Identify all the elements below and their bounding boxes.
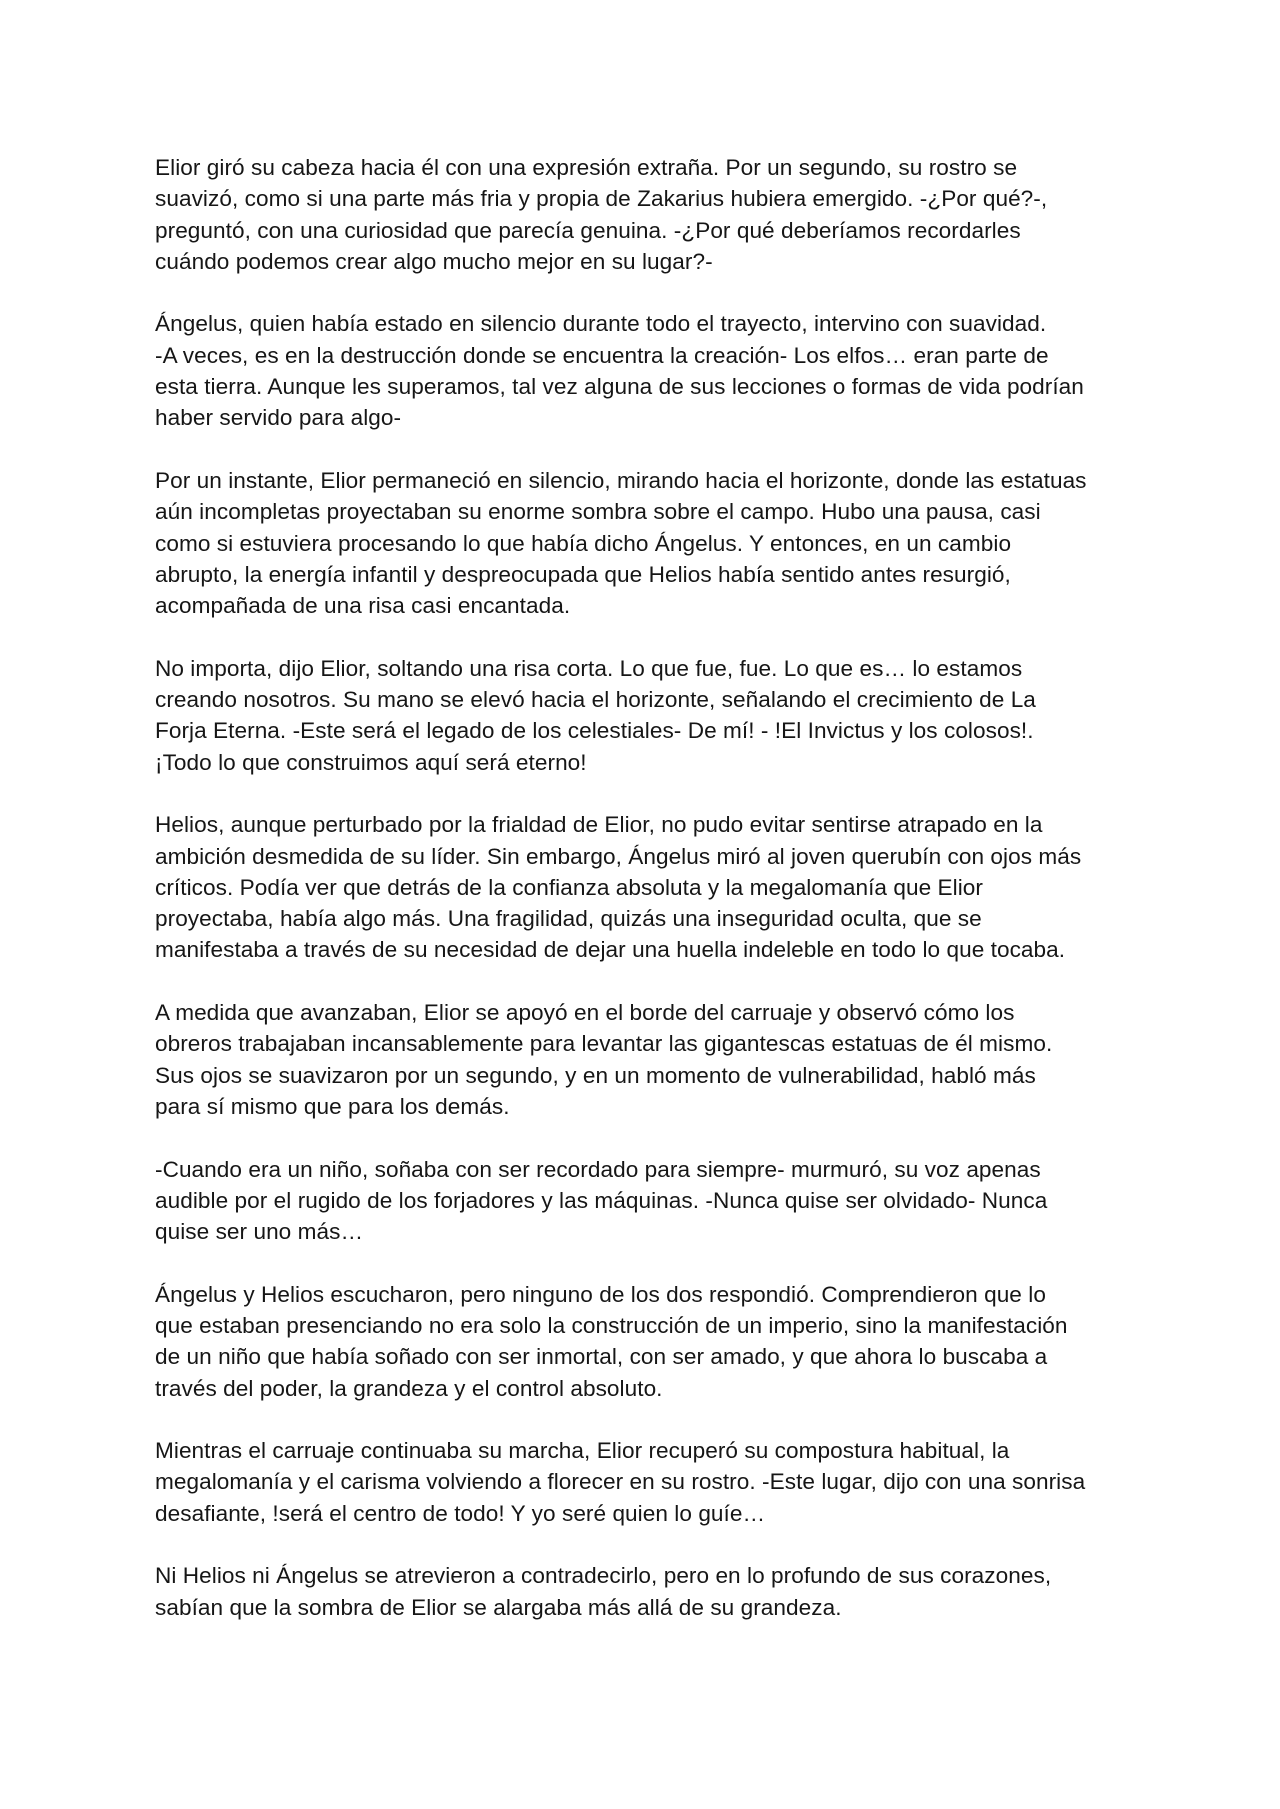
text-line: Forja Eterna. -Este será el legado de los celestiales- De mí! - !El Invictus y los colosos!. <box>155 718 1034 744</box>
text-line: desafiante, !será el centro de todo! Y yo seré quien lo guíe… <box>155 1500 766 1526</box>
paragraph <box>155 1279 1135 1404</box>
text-line: haber servido para algo- <box>155 405 402 431</box>
text-line: Mientras el carruaje continuaba su marcha, Elior recuperó su compostura habitual, la <box>155 1438 1010 1464</box>
text-line: obreros trabajaban incansablemente para levantar las gigantescas estatuas de él mismo. <box>155 1031 1053 1057</box>
text-line: Sus ojos se suavizaron por un segundo, y en un momento de vulnerabilidad, habló más <box>155 1062 1036 1088</box>
text-line: audible por el rugido de los forjadores y las máquinas. -Nunca quise ser olvidado- Nunca <box>155 1187 1048 1213</box>
paragraph <box>155 1435 1135 1529</box>
text-line: aún incompletas proyectaban su enorme sombra sobre el campo. Hubo una pausa, casi <box>155 499 1041 525</box>
text-line: megalomanía y el carisma volviendo a florecer en su rostro. -Este lugar, dijo con una sonrisa <box>155 1469 1086 1495</box>
text-line: manifestaba a través de su necesidad de dejar una huella indeleble en todo lo que tocaba. <box>155 937 1066 963</box>
text-line: Por un instante, Elior permaneció en silencio, mirando hacia el horizonte, donde las estatuas <box>155 467 1087 493</box>
paragraph <box>155 809 1135 965</box>
text-line: proyectaba, había algo más. Una fragilidad, quizás una inseguridad oculta, que se <box>155 906 982 932</box>
text-line: acompañada de una risa casi encantada. <box>155 593 571 619</box>
text-line: preguntó, con una curiosidad que parecía genuina. -¿Por qué deberíamos recordarles <box>155 217 1021 243</box>
paragraph <box>155 465 1135 621</box>
text-line: A medida que avanzaban, Elior se apoyó en el borde del carruaje y observó cómo los <box>155 1000 1015 1026</box>
paragraph <box>155 653 1135 778</box>
text-line: quise ser uno más… <box>155 1219 364 1245</box>
text-line: suavizó, como si una parte más fria y propia de Zakarius hubiera emergido. -¿Por qué?-, <box>155 186 1048 212</box>
document-body <box>155 152 1135 1623</box>
text-line: para sí mismo que para los demás. <box>155 1093 510 1119</box>
text-line: abrupto, la energía infantil y despreocupada que Helios había sentido antes resurgió, <box>155 561 1011 587</box>
text-line: de un niño que había soñado con ser inmortal, con ser amado, y que ahora lo buscaba a <box>155 1344 1048 1370</box>
paragraph <box>155 1154 1135 1248</box>
text-line: creando nosotros. Su mano se elevó hacia el horizonte, señalando el crecimiento de La <box>155 687 1036 713</box>
text-line: cuándo podemos crear algo mucho mejor en su lugar?- <box>155 248 713 274</box>
paragraph <box>155 997 1135 1122</box>
text-line: través del poder, la grandeza y el control absoluto. <box>155 1375 663 1401</box>
text-line: como si estuviera procesando lo que había dicho Ángelus. Y entonces, en un cambio <box>155 530 1012 556</box>
text-line: ambición desmedida de su líder. Sin embargo, Ángelus miró al joven querubín con ojos más <box>155 843 1082 869</box>
text-line: -Cuando era un niño, soñaba con ser recordado para siempre- murmuró, su voz apenas <box>155 1156 1041 1182</box>
text-line: que estaban presenciando no era solo la construcción de un imperio, sino la manifestación <box>155 1312 1068 1338</box>
text-line: sabían que la sombra de Elior se alargaba más allá de su grandeza. <box>155 1594 842 1620</box>
text-line: Ni Helios ni Ángelus se atrevieron a contradecirlo, pero en lo profundo de sus corazones, <box>155 1563 1052 1589</box>
text-line: No importa, dijo Elior, soltando una risa corta. Lo que fue, fue. Lo que es… lo estamos <box>155 655 1023 681</box>
text-line: ¡Todo lo que construimos aquí será eterno! <box>155 749 587 775</box>
paragraph <box>155 152 1135 277</box>
text-line: críticos. Podía ver que detrás de la confianza absoluta y la megalomanía que Elior <box>155 874 983 900</box>
text-line: esta tierra. Aunque les superamos, tal vez alguna de sus lecciones o formas de vida podrían <box>155 374 1084 400</box>
paragraph <box>155 1560 1135 1623</box>
text-line: Elior giró su cabeza hacia él con una expresión extraña. Por un segundo, su rostro se <box>155 155 1018 180</box>
text-line: -A veces, es en la destrucción donde se encuentra la creación- Los elfos… eran parte de <box>155 342 1049 368</box>
text-line: Ángelus, quien había estado en silencio durante todo el trayecto, intervino con suavidad. <box>155 311 1047 337</box>
text-line: Ángelus y Helios escucharon, pero ninguno de los dos respondió. Comprendieron que lo <box>155 1281 1046 1307</box>
text-line: Helios, aunque perturbado por la frialdad de Elior, no pudo evitar sentirse atrapado en la <box>155 812 1043 838</box>
paragraph <box>155 308 1135 433</box>
